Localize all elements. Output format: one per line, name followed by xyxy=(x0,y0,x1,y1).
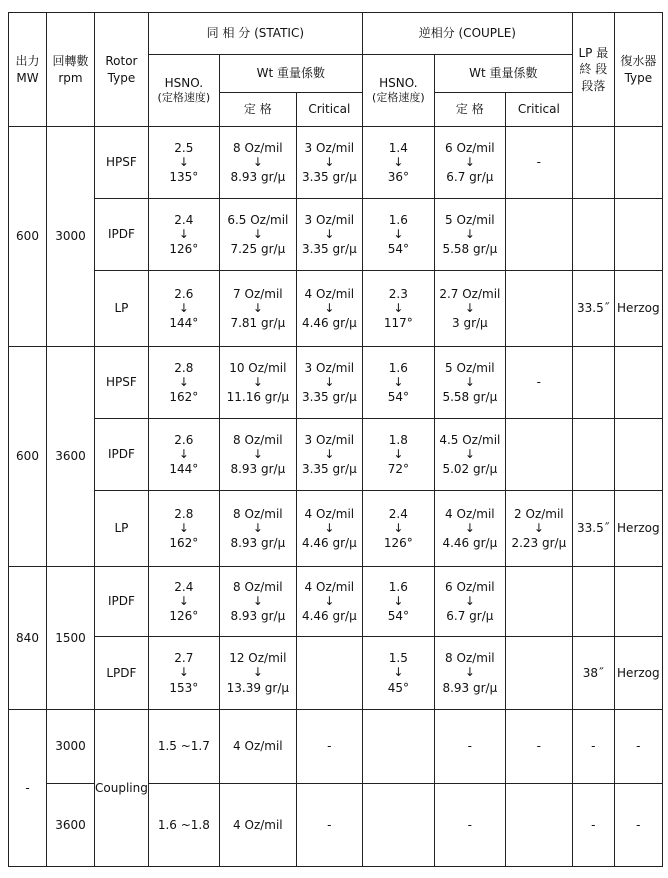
value-bottom: 126° xyxy=(169,609,199,624)
static-critical-cell-stack xyxy=(297,432,362,478)
value-top: 2.5 xyxy=(174,140,194,155)
value-top: 12 Oz/mil xyxy=(229,651,287,666)
header-couple-hsno xyxy=(362,55,434,127)
arrow-down-icon: ↓ xyxy=(464,446,475,461)
condenser-type-cell: - xyxy=(614,710,662,784)
arrow-down-icon: ↓ xyxy=(393,374,404,389)
couple-critical-cell xyxy=(505,637,572,710)
value-top: 3 Oz/mil xyxy=(304,140,355,155)
header-static-rated: 定 格 xyxy=(219,93,296,127)
arrow-down-icon: ↓ xyxy=(178,374,189,389)
couple-rated-cell-stack xyxy=(435,650,505,696)
arrow-down-icon: ↓ xyxy=(252,154,263,169)
arrow-down-icon: ↓ xyxy=(252,374,263,389)
value-top: 2.4 xyxy=(174,579,194,594)
table-row xyxy=(9,491,663,567)
arrow-down-icon: ↓ xyxy=(324,154,335,169)
arrow-down-icon: ↓ xyxy=(252,226,263,241)
table-row xyxy=(9,710,663,784)
value-top: 4 Oz/mil xyxy=(304,286,355,301)
value-bottom: 8.93 gr/μ xyxy=(442,680,498,695)
value-bottom: 3.35 gr/μ xyxy=(301,390,357,405)
value-bottom: 6.7 gr/μ xyxy=(446,170,494,185)
static-rated-cell xyxy=(219,271,296,347)
arrow-down-icon: ↓ xyxy=(393,226,404,241)
arrow-down-icon: ↓ xyxy=(178,665,189,680)
static-hsno-cell xyxy=(148,637,219,710)
arrow-down-icon: ↓ xyxy=(178,593,189,608)
couple-critical-cell xyxy=(505,567,572,637)
value-bottom: 13.39 gr/μ xyxy=(226,680,290,695)
output-cell: 840 xyxy=(9,567,47,710)
value-bottom: 11.16 gr/μ xyxy=(226,390,290,405)
static-critical-cell xyxy=(296,419,362,491)
arrow-down-icon: ↓ xyxy=(464,665,475,680)
static-critical-cell-stack xyxy=(297,286,362,332)
rotor-type-cell: IPDF xyxy=(95,199,149,271)
couple-hsno-cell-stack xyxy=(363,360,434,406)
static-rated-cell xyxy=(219,419,296,491)
value-bottom: 3.35 gr/μ xyxy=(301,462,357,477)
static-hsno-cell-stack xyxy=(149,506,219,552)
couple-hsno-cell xyxy=(362,347,434,419)
table-row xyxy=(9,127,663,199)
value-bottom: 3 gr/μ xyxy=(452,316,488,331)
static-rated-cell xyxy=(219,491,296,567)
couple-rated-cell-stack xyxy=(435,140,505,186)
lp-last-stage-cell xyxy=(572,347,614,419)
table-row xyxy=(9,637,663,710)
couple-critical-cell xyxy=(505,271,572,347)
static-rated-cell-stack xyxy=(220,212,296,258)
condenser-type-cell: Herzog xyxy=(614,637,662,710)
static-hsno-cell-stack xyxy=(149,212,219,258)
static-critical-cell xyxy=(296,491,362,567)
header-condenser-type: 復水器 Type xyxy=(614,13,662,127)
arrow-down-icon: ↓ xyxy=(533,520,544,535)
value-bottom: 54° xyxy=(387,242,409,257)
arrow-down-icon: ↓ xyxy=(464,520,475,535)
static-rated-cell: 4 Oz/mil xyxy=(219,710,296,784)
static-hsno-cell xyxy=(148,271,219,347)
static-rated-cell-stack xyxy=(220,650,296,696)
rotor-type-cell: HPSF xyxy=(95,347,149,419)
table-row xyxy=(9,347,663,419)
value-bottom: 6.7 gr/μ xyxy=(446,609,494,624)
value-bottom: 8.93 gr/μ xyxy=(230,609,286,624)
couple-rated-cell xyxy=(434,127,505,199)
lp-last-stage-cell xyxy=(572,199,614,271)
value-top: 1.6 xyxy=(388,579,408,594)
value-bottom: 8.93 gr/μ xyxy=(230,170,286,185)
lp-last-stage-cell xyxy=(572,419,614,491)
arrow-down-icon: ↓ xyxy=(464,300,475,315)
static-critical-cell: - xyxy=(296,784,362,867)
rpm-cell: 1500 xyxy=(47,567,95,710)
couple-hsno-cell-stack xyxy=(363,650,434,696)
header-couple-critical: Critical xyxy=(505,93,572,127)
value-bottom: 162° xyxy=(169,390,199,405)
rpm-cell: 3000 xyxy=(47,127,95,347)
static-hsno-cell xyxy=(148,419,219,491)
value-bottom: 45° xyxy=(387,680,409,695)
header-static-hsno xyxy=(148,55,219,127)
static-hsno-cell-stack xyxy=(149,650,219,696)
value-top: 3 Oz/mil xyxy=(304,432,355,447)
lp-last-stage-cell: 33.5˝ xyxy=(572,271,614,347)
couple-rated-cell xyxy=(434,199,505,271)
rotor-type-cell: HPSF xyxy=(95,127,149,199)
couple-rated-cell-stack xyxy=(435,506,505,552)
value-top: 2.3 xyxy=(388,286,408,301)
value-bottom: 144° xyxy=(169,462,199,477)
value-bottom: 4.46 gr/μ xyxy=(301,609,357,624)
couple-rated-cell: - xyxy=(434,710,505,784)
couple-hsno-cell xyxy=(362,199,434,271)
static-hsno-cell xyxy=(148,567,219,637)
condenser-type-cell: Herzog xyxy=(614,271,662,347)
value-top: 2.4 xyxy=(388,506,408,521)
value-top: 2.7 Oz/mil xyxy=(439,286,501,301)
rpm-cell: 3000 xyxy=(47,710,95,784)
couple-critical-cell: - xyxy=(505,127,572,199)
value-top: 8 Oz/mil xyxy=(233,579,283,594)
arrow-down-icon: ↓ xyxy=(178,446,189,461)
value-bottom: 4.46 gr/μ xyxy=(301,536,357,551)
output-cell: 600 xyxy=(9,127,47,347)
table-row xyxy=(9,271,663,347)
value-bottom: 5.02 gr/μ xyxy=(442,462,498,477)
static-rated-cell-stack xyxy=(220,140,296,186)
header-rpm: 回轉數 rpm xyxy=(47,13,95,127)
rotor-type-cell: IPDF xyxy=(95,419,149,491)
couple-critical-cell-stack xyxy=(506,506,572,552)
arrow-down-icon: ↓ xyxy=(393,665,404,680)
value-top: 8 Oz/mil xyxy=(233,432,283,447)
static-critical-cell xyxy=(296,127,362,199)
arrow-down-icon: ↓ xyxy=(393,154,404,169)
static-critical-cell-stack xyxy=(297,360,362,406)
table-row xyxy=(9,419,663,491)
static-hsno-cell-stack xyxy=(149,286,219,332)
static-critical-cell-stack xyxy=(297,212,362,258)
value-top: 8 Oz/mil xyxy=(233,506,283,521)
hsno-sub-label: (定格速度) xyxy=(372,91,425,105)
value-top: 2.6 xyxy=(174,286,194,301)
arrow-down-icon: ↓ xyxy=(393,300,404,315)
value-top: 2.7 xyxy=(174,651,194,666)
static-critical-cell xyxy=(296,637,362,710)
static-rated-cell: 4 Oz/mil xyxy=(219,784,296,867)
couple-hsno-cell xyxy=(362,637,434,710)
header-output: 出力 MW xyxy=(9,13,47,127)
static-rated-cell-stack xyxy=(220,432,296,478)
header-couple: 逆相分 (COUPLE) xyxy=(362,13,572,55)
value-top: 4.5 Oz/mil xyxy=(439,432,501,447)
condenser-type-cell xyxy=(614,347,662,419)
couple-rated-cell-stack xyxy=(435,212,505,258)
static-hsno-cell xyxy=(148,127,219,199)
arrow-down-icon: ↓ xyxy=(178,300,189,315)
value-bottom: 8.93 gr/μ xyxy=(230,536,286,551)
hsno-sub-label: (定格速度) xyxy=(157,91,211,105)
value-top: 4 Oz/mil xyxy=(304,506,355,521)
couple-hsno-cell xyxy=(362,491,434,567)
condenser-type-cell: Herzog xyxy=(614,491,662,567)
static-hsno-cell xyxy=(148,347,219,419)
value-top: 4 Oz/mil xyxy=(304,579,355,594)
arrow-down-icon: ↓ xyxy=(252,300,263,315)
value-bottom: 3.35 gr/μ xyxy=(301,170,357,185)
value-top: 2.4 xyxy=(174,212,194,227)
couple-rated-cell xyxy=(434,637,505,710)
condenser-type-cell: - xyxy=(614,784,662,867)
value-bottom: 72° xyxy=(387,462,409,477)
couple-hsno-cell xyxy=(362,567,434,637)
couple-hsno-cell-stack xyxy=(363,286,434,332)
rotor-type-cell: LP xyxy=(95,271,149,347)
couple-rated-cell xyxy=(434,419,505,491)
static-hsno-cell-stack xyxy=(149,432,219,478)
static-rated-cell xyxy=(219,567,296,637)
couple-critical-cell xyxy=(505,491,572,567)
static-hsno-cell: 1.6 ~1.8 xyxy=(148,784,219,867)
value-bottom: 4.46 gr/μ xyxy=(442,536,498,551)
value-top: 1.5 xyxy=(388,651,408,666)
couple-hsno-cell-stack xyxy=(363,579,434,625)
couple-hsno-cell xyxy=(362,710,434,784)
value-bottom: 153° xyxy=(169,680,199,695)
static-hsno-cell-stack xyxy=(149,140,219,186)
static-critical-cell xyxy=(296,271,362,347)
value-bottom: 36° xyxy=(387,170,409,185)
arrow-down-icon: ↓ xyxy=(252,446,263,461)
value-bottom: 126° xyxy=(169,242,199,257)
arrow-down-icon: ↓ xyxy=(464,226,475,241)
value-top: 6.5 Oz/mil xyxy=(227,212,289,227)
value-top: 3 Oz/mil xyxy=(304,360,355,375)
value-top: 6 Oz/mil xyxy=(445,579,495,594)
value-bottom: 54° xyxy=(387,390,409,405)
static-critical-cell: - xyxy=(296,710,362,784)
value-bottom: 2.23 gr/μ xyxy=(511,536,567,551)
static-rated-cell-stack xyxy=(220,360,296,406)
couple-rated-cell-stack xyxy=(435,286,505,332)
static-hsno-cell xyxy=(148,491,219,567)
lp-last-stage-cell: - xyxy=(572,710,614,784)
couple-rated-cell xyxy=(434,271,505,347)
lp-last-stage-cell xyxy=(572,127,614,199)
couple-hsno-cell xyxy=(362,127,434,199)
static-hsno-cell xyxy=(148,199,219,271)
value-top: 1.8 xyxy=(388,432,408,447)
header-lp-last-stage: LP 最終 段 段落 xyxy=(572,13,614,127)
couple-rated-cell xyxy=(434,491,505,567)
arrow-down-icon: ↓ xyxy=(252,593,263,608)
value-top: 8 Oz/mil xyxy=(233,140,283,155)
couple-critical-cell: - xyxy=(505,347,572,419)
value-top: 6 Oz/mil xyxy=(445,140,495,155)
couple-rated-cell: - xyxy=(434,784,505,867)
value-top: 2.8 xyxy=(174,506,194,521)
couple-hsno-cell-stack xyxy=(363,140,434,186)
arrow-down-icon: ↓ xyxy=(252,520,263,535)
couple-critical-cell xyxy=(505,199,572,271)
lp-last-stage-cell: 33.5˝ xyxy=(572,491,614,567)
rpm-cell: 3600 xyxy=(47,784,95,867)
couple-hsno-cell xyxy=(362,419,434,491)
arrow-down-icon: ↓ xyxy=(178,226,189,241)
value-top: 5 Oz/mil xyxy=(445,212,495,227)
lp-last-stage-cell: 38˝ xyxy=(572,637,614,710)
couple-hsno-cell-stack xyxy=(363,432,434,478)
static-rated-cell xyxy=(219,127,296,199)
hsno-label: HSNO. xyxy=(379,75,418,90)
static-rated-cell xyxy=(219,637,296,710)
rotor-type-cell: Coupling xyxy=(95,710,149,867)
static-critical-cell-stack xyxy=(297,506,362,552)
header-couple-rated: 定 格 xyxy=(434,93,505,127)
couple-critical-cell xyxy=(505,419,572,491)
value-top: 2.6 xyxy=(174,432,194,447)
value-bottom: 5.58 gr/μ xyxy=(442,390,498,405)
static-rated-cell xyxy=(219,199,296,271)
condenser-type-cell xyxy=(614,419,662,491)
value-top: 2 Oz/mil xyxy=(514,506,564,521)
couple-rated-cell-stack xyxy=(435,432,505,478)
table-row xyxy=(9,199,663,271)
arrow-down-icon: ↓ xyxy=(324,593,335,608)
value-top: 5 Oz/mil xyxy=(445,360,495,375)
value-top: 1.4 xyxy=(388,140,408,155)
header-static-critical: Critical xyxy=(296,93,362,127)
rpm-cell: 3600 xyxy=(47,347,95,567)
condenser-type-cell xyxy=(614,567,662,637)
couple-hsno-cell-stack xyxy=(363,506,434,552)
value-top: 1.6 xyxy=(388,212,408,227)
value-bottom: 117° xyxy=(383,316,413,331)
couple-critical-cell: - xyxy=(505,710,572,784)
static-rated-cell-stack xyxy=(220,286,296,332)
output-cell: 600 xyxy=(9,347,47,567)
value-top: 3 Oz/mil xyxy=(304,212,355,227)
couple-hsno-cell xyxy=(362,271,434,347)
header-static-wt: Wt 重量係數 xyxy=(219,55,362,93)
value-top: 4 Oz/mil xyxy=(445,506,495,521)
arrow-down-icon: ↓ xyxy=(178,154,189,169)
value-bottom: 162° xyxy=(169,536,199,551)
value-bottom: 126° xyxy=(383,536,413,551)
arrow-down-icon: ↓ xyxy=(393,593,404,608)
static-hsno-cell-stack xyxy=(149,360,219,406)
static-rated-cell-stack xyxy=(220,579,296,625)
value-bottom: 5.58 gr/μ xyxy=(442,242,498,257)
value-bottom: 3.35 gr/μ xyxy=(301,242,357,257)
condenser-type-cell xyxy=(614,127,662,199)
arrow-down-icon: ↓ xyxy=(324,446,335,461)
static-critical-cell xyxy=(296,347,362,419)
value-top: 1.6 xyxy=(388,360,408,375)
static-critical-cell xyxy=(296,567,362,637)
value-bottom: 7.81 gr/μ xyxy=(230,316,286,331)
couple-rated-cell xyxy=(434,347,505,419)
value-bottom: 144° xyxy=(169,316,199,331)
couple-hsno-cell xyxy=(362,784,434,867)
rotor-type-cell: LPDF xyxy=(95,637,149,710)
static-hsno-cell: 1.5 ~1.7 xyxy=(148,710,219,784)
balancing-table xyxy=(8,12,663,867)
static-rated-cell xyxy=(219,347,296,419)
value-bottom: 8.93 gr/μ xyxy=(230,462,286,477)
value-top: 8 Oz/mil xyxy=(445,651,495,666)
couple-rated-cell-stack xyxy=(435,579,505,625)
arrow-down-icon: ↓ xyxy=(464,374,475,389)
header-couple-wt: Wt 重量係數 xyxy=(434,55,572,93)
arrow-down-icon: ↓ xyxy=(464,154,475,169)
header-static: 同 相 分 (STATIC) xyxy=(148,13,362,55)
lp-last-stage-cell: - xyxy=(572,784,614,867)
output-cell: - xyxy=(9,710,47,867)
couple-hsno-cell-stack xyxy=(363,212,434,258)
rotor-type-cell: IPDF xyxy=(95,567,149,637)
arrow-down-icon: ↓ xyxy=(324,226,335,241)
arrow-down-icon: ↓ xyxy=(324,520,335,535)
value-bottom: 7.25 gr/μ xyxy=(230,242,286,257)
static-critical-cell xyxy=(296,199,362,271)
arrow-down-icon: ↓ xyxy=(393,446,404,461)
static-hsno-cell-stack xyxy=(149,579,219,625)
arrow-down-icon: ↓ xyxy=(324,374,335,389)
static-rated-cell-stack xyxy=(220,506,296,552)
couple-rated-cell xyxy=(434,567,505,637)
header-rotor-type: Rotor Type xyxy=(95,13,149,127)
static-critical-cell-stack xyxy=(297,140,362,186)
couple-rated-cell-stack xyxy=(435,360,505,406)
table-body xyxy=(9,127,663,867)
value-top: 2.8 xyxy=(174,360,194,375)
couple-critical-cell xyxy=(505,784,572,867)
arrow-down-icon: ↓ xyxy=(324,300,335,315)
table-row xyxy=(9,567,663,637)
rotor-type-cell: LP xyxy=(95,491,149,567)
value-bottom: 135° xyxy=(169,170,199,185)
value-top: 10 Oz/mil xyxy=(229,360,287,375)
condenser-type-cell xyxy=(614,199,662,271)
hsno-label: HSNO. xyxy=(164,75,204,90)
arrow-down-icon: ↓ xyxy=(393,520,404,535)
value-bottom: 54° xyxy=(387,609,409,624)
lp-last-stage-cell xyxy=(572,567,614,637)
arrow-down-icon: ↓ xyxy=(178,520,189,535)
static-critical-cell-stack xyxy=(297,579,362,625)
value-top: 7 Oz/mil xyxy=(233,286,283,301)
arrow-down-icon: ↓ xyxy=(464,593,475,608)
arrow-down-icon: ↓ xyxy=(252,665,263,680)
value-bottom: 4.46 gr/μ xyxy=(301,316,357,331)
